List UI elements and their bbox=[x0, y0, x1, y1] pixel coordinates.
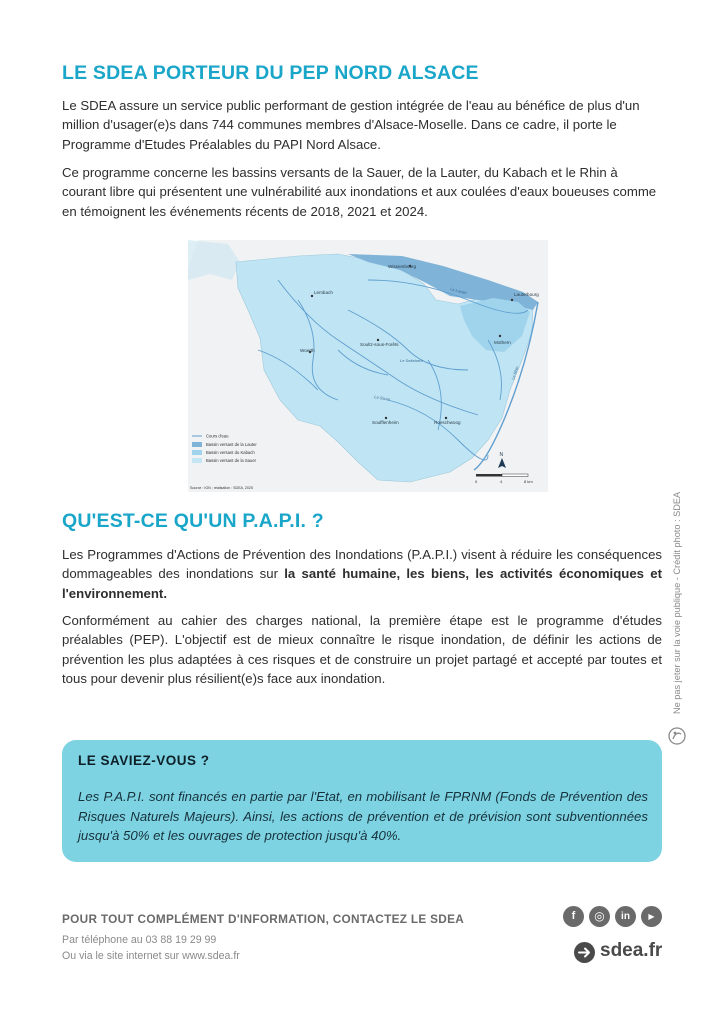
legend-label: Cours d'eau bbox=[206, 433, 229, 439]
papi-paragraph bbox=[62, 545, 662, 603]
recycle-icon bbox=[669, 728, 685, 744]
youtube-icon[interactable]: ▶ bbox=[641, 906, 662, 927]
watershed-map bbox=[188, 240, 548, 492]
map-source: Source : IGN ; réalisation : SDEA, 2025 bbox=[190, 486, 253, 490]
pep-paragraph: Conformément au cahier des charges national, la première étape est le programme d'études préalables (PEP). L'objectif est de mieux connaître le risque inondation, de définir les actions de prévention les plus adaptées à ces risques et de construire un projet partagé et accepté par toutes et tous pour devenir plus résilient(e)s face aux inondation. bbox=[62, 613, 662, 687]
river-label: La Sauer bbox=[373, 394, 391, 402]
river-label: La Lauter bbox=[449, 286, 468, 296]
papi-paragraph-bold: la santé humaine, les biens, les activités économiques et l'environnement. bbox=[62, 566, 662, 601]
arrow-right-icon bbox=[574, 942, 595, 963]
section-title-sdea: LE SDEA PORTEUR DU PEP NORD ALSACE bbox=[62, 62, 479, 84]
river-label: Le Seltzbach bbox=[400, 358, 424, 363]
did-you-know-title: LE SAVIEZ-VOUS ? bbox=[78, 753, 210, 768]
instagram-icon[interactable]: ◎ bbox=[589, 906, 610, 927]
town-label: Wissembourg bbox=[388, 264, 417, 269]
legend-label: Bassin versant de la Sauer bbox=[206, 458, 257, 463]
linkedin-icon[interactable]: in bbox=[615, 906, 636, 927]
contact-web: Ou via le site internet sur www.sdea.fr bbox=[62, 950, 240, 962]
town-label: Soufflenheim bbox=[372, 420, 399, 425]
facebook-icon[interactable]: f bbox=[563, 906, 584, 927]
section-title-papi: QU'EST-CE QU'UN P.A.P.I. ? bbox=[62, 510, 324, 532]
side-note bbox=[667, 456, 687, 756]
intro-paragraph: Le SDEA assure un service public performant de gestion intégrée de l'eau au bénéfice de plus d'un million d'usager(e)s dans 744 communes membres d'Alsace-Moselle. Dans ce cadre, il porte le Programme d'Etudes Préalables du PAPI Nord Alsace. bbox=[62, 98, 640, 152]
did-you-know-text: Les P.A.P.I. sont financés en partie par l'Etat, en mobilisant le FPRNM (Fonds de Prévention des Risques Naturels Majeurs). Ainsi, les actions de prévention et de prévision sont subventionnées jusqu'à 50% et les ouvrages de protection jusqu'à 40%. bbox=[78, 789, 648, 843]
legend-label: Bassin versant du Kabach bbox=[206, 450, 255, 455]
town-label: Soultz-sous-Forêts bbox=[360, 342, 399, 347]
papi-paragraph-text: Les Programmes d'Actions de Prévention des Inondations (P.A.P.I.) visent à réduire les conséquences dommageables des inondations sur bbox=[62, 547, 662, 582]
svg-text:N: N bbox=[499, 452, 504, 458]
legend-label: Bassin versant de la Lauter bbox=[206, 442, 257, 447]
contact-title: POUR TOUT COMPLÉMENT D'INFORMATION, CONTACTEZ LE SDEA bbox=[62, 912, 465, 926]
contact-phone: Par téléphone au 03 88 19 29 99 bbox=[62, 934, 217, 946]
river-label: Le Rhin bbox=[510, 365, 520, 381]
town-label: Lembach bbox=[314, 290, 333, 295]
svg-text:4: 4 bbox=[500, 479, 503, 484]
town-label: Woerth bbox=[300, 348, 315, 353]
program-paragraph: Ce programme concerne les bassins versants de la Sauer, de la Lauter, du Kabach et le Rhin à courant libre qui présentent une vulnérabilité aux inondations et aux coulées d'eaux boueuses comme en témoignent les événements récents de 2018, 2021 et 2024. bbox=[62, 165, 657, 219]
town-label: Mothern bbox=[494, 340, 511, 345]
side-note-text: Ne pas jeter sur la voie publique - Crédit photo : SDEA bbox=[672, 491, 682, 714]
did-you-know-box bbox=[62, 740, 662, 862]
town-label: Lauterbourg bbox=[514, 292, 539, 297]
svg-text:0: 0 bbox=[475, 479, 478, 484]
website-link[interactable]: sdea.fr bbox=[600, 940, 663, 961]
svg-text:8 km: 8 km bbox=[524, 479, 533, 484]
town-label: Roeschwoog bbox=[434, 420, 461, 425]
